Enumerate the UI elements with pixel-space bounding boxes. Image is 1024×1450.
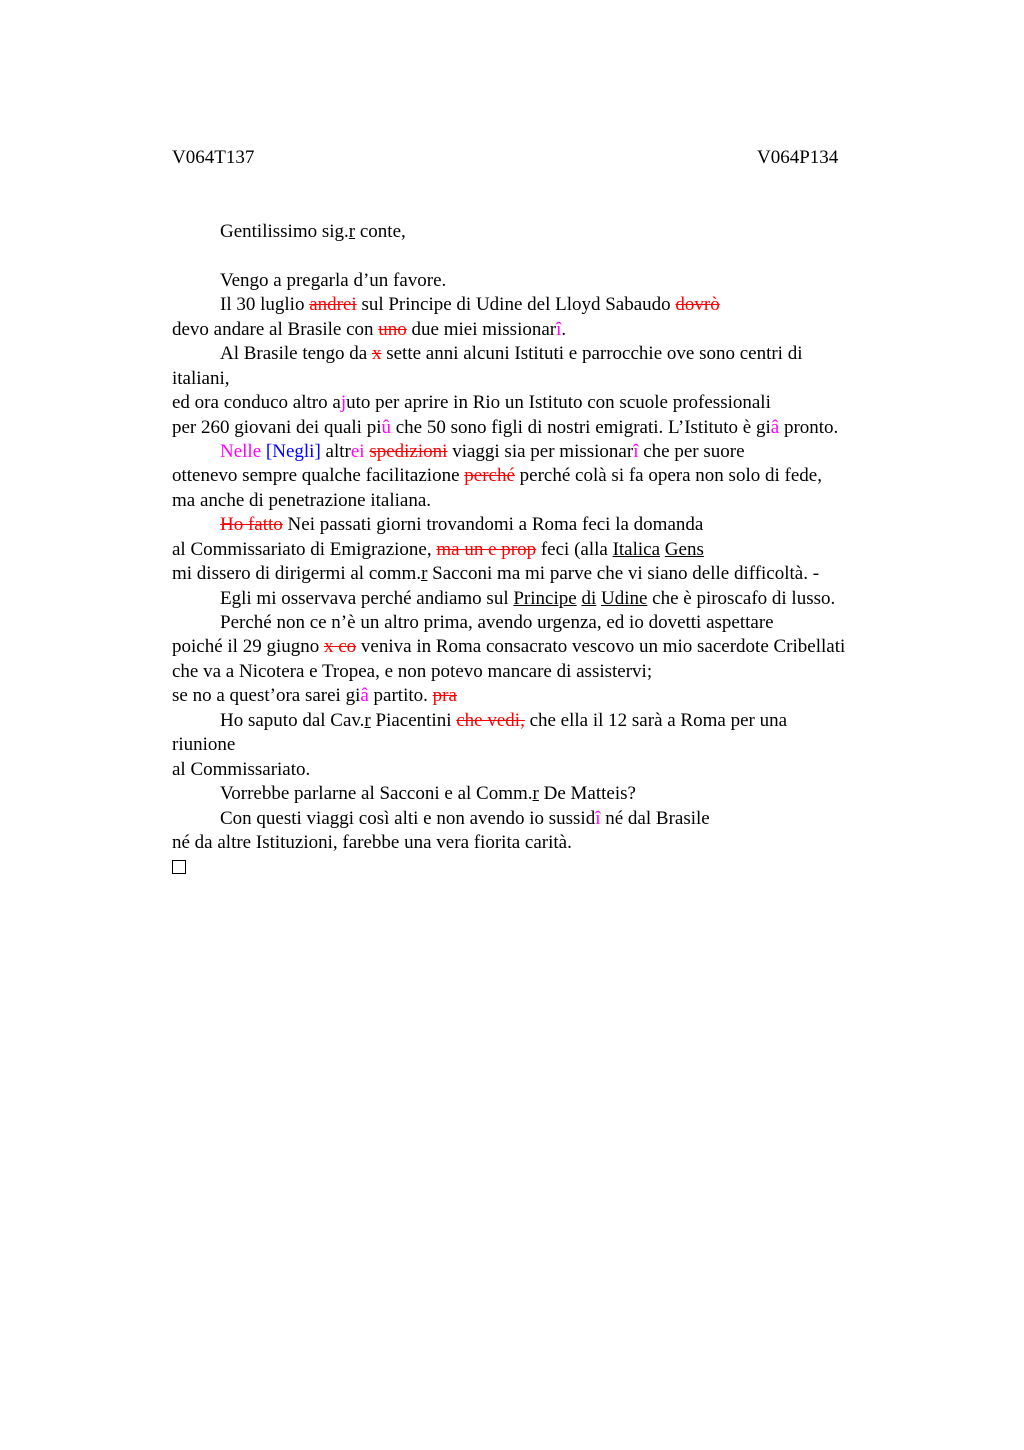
abbrev-superscript: r <box>348 221 356 242</box>
text-span: che è piroscafo di lusso. <box>647 587 836 609</box>
text-span: conte, <box>355 221 406 242</box>
letter-line <box>172 293 912 317</box>
text-span: Vorrebbe parlarne al Sacconi e al Comm. <box>220 783 533 805</box>
letter-line <box>172 538 912 562</box>
text-span: al Commissariato. <box>172 758 311 780</box>
deleted-text: uno <box>378 318 407 340</box>
text-span: per 260 giovani dei quali pi <box>172 416 382 438</box>
deleted-text: andrei <box>309 294 357 316</box>
text-span: al Commissariato di Emigrazione, <box>172 538 437 560</box>
text-span: che ella il 12 sarà a Roma per una <box>524 709 788 731</box>
text-span: veniva in Roma consacrato vescovo un mio sacerdote Cribellati <box>356 636 846 658</box>
text-span: perché colà si fa opera non solo di fede, <box>514 465 822 487</box>
corrected-char: î <box>595 807 601 829</box>
text-span: poiché il 29 giugno <box>172 636 324 658</box>
text-span: uto per aprire in Rio un Istituto con scuole professionali <box>346 392 771 414</box>
document-code-right: V064P134 <box>757 147 839 168</box>
letter-line <box>172 562 912 586</box>
abbrev-superscript: r <box>364 709 371 731</box>
underlined-text: Principe <box>513 587 577 609</box>
document-code-left: V064T137 <box>172 147 255 168</box>
text-span: Gentilissimo sig. <box>220 221 349 242</box>
underlined-text: Gens <box>664 538 704 560</box>
text-span: De Matteis? <box>538 783 636 805</box>
corrected-char: â <box>770 416 780 438</box>
text-span: italiani, <box>172 367 230 389</box>
underlined-text: Udine <box>600 587 648 609</box>
deleted-text: ma un e prop <box>436 538 537 560</box>
text-span: Ho saputo dal Cav. <box>220 709 365 731</box>
letter-line <box>172 489 912 513</box>
deleted-text: x co <box>323 636 357 658</box>
letter-line <box>172 391 912 415</box>
deleted-text: che vedi, <box>456 709 525 731</box>
letter-line <box>172 831 912 855</box>
deleted-text: spedizioni <box>369 440 448 462</box>
abbrev-superscript: r <box>532 783 539 805</box>
text-span: . <box>561 318 567 340</box>
letter-line <box>172 782 912 806</box>
letter-line <box>172 635 912 659</box>
deleted-text: dovrò <box>675 294 720 316</box>
text-span: Nei passati giorni trovandomi a Roma feci la domanda <box>282 514 704 536</box>
corrected-char: î <box>556 318 562 340</box>
letter-line <box>172 513 912 537</box>
text-span: Al Brasile tengo da <box>220 343 372 365</box>
letter-line <box>172 367 912 391</box>
end-box-icon <box>172 860 186 874</box>
text-span: che va a Nicotera e Tropea, e non potevo mancare di assistervi; <box>172 660 653 682</box>
text-span: che 50 sono figli di nostri emigrati. L’Istituto è gi <box>390 416 771 438</box>
text-span: partito. <box>368 685 433 707</box>
corrected-char: â <box>360 685 369 707</box>
text-span: altr <box>320 440 351 462</box>
letter-line <box>172 611 912 635</box>
letter-line <box>172 440 912 464</box>
text-span: Piacentini <box>370 709 457 731</box>
corrected-char: j <box>340 392 347 414</box>
abbrev-superscript: r <box>421 563 428 585</box>
letter-line <box>172 416 912 440</box>
text-span: ed ora conduco altro a <box>172 392 341 414</box>
text-span: che per suore <box>638 440 745 462</box>
letter-line <box>172 733 912 757</box>
text-span: riunione <box>172 734 236 756</box>
text-span: viaggi sia per missionar <box>447 440 634 462</box>
deleted-text: pra <box>432 685 457 707</box>
letter-line <box>172 807 912 831</box>
letter-line <box>172 269 912 293</box>
text-span: Perché non ce n’è un altro prima, avendo urgenza, ed io dovetti aspettare <box>220 612 774 633</box>
corrected-word: Nelle <box>220 440 262 462</box>
text-span: feci (alla <box>536 538 613 560</box>
underlined-text: Italica <box>612 538 661 560</box>
letter-line <box>172 660 912 684</box>
text-span: sul Principe di Udine del Lloyd Sabaudo <box>356 294 676 316</box>
text-span: Sacconi ma mi parve che vi siano delle difficoltà. - <box>427 563 820 585</box>
text-span: Vengo a pregarla d’un favore. <box>220 269 447 291</box>
deleted-text: Ho fatto <box>220 514 283 536</box>
text-span: pronto. <box>779 416 839 438</box>
letter-line <box>172 587 912 611</box>
text-span: Con questi viaggi così alti e non avendo io sussid <box>220 807 596 829</box>
letter-line <box>172 709 912 733</box>
text-span: Egli mi osservava perché andiamo sul <box>220 587 514 609</box>
text-span: né da altre Istituzioni, farebbe una vera fiorita carità. <box>172 831 572 853</box>
editor-note: [Negli] <box>265 440 321 462</box>
text-span: sette anni alcuni Istituti e parrocchie ove sono centri di <box>381 343 803 365</box>
text-span: ma anche di penetrazione italiana. <box>172 489 432 511</box>
deleted-text: x <box>371 343 382 365</box>
text-span: se no a quest’ora sarei gi <box>172 685 361 707</box>
letter-line <box>172 318 912 342</box>
text-span: ottenevo sempre qualche facilitazione <box>172 465 465 487</box>
corrected-char: û <box>381 416 391 438</box>
text-span: due miei missionar <box>406 318 557 340</box>
corrected-char: î <box>633 440 639 462</box>
letter-line <box>172 464 912 488</box>
text-span: devo andare al Brasile con <box>172 318 379 340</box>
letter-line <box>172 342 912 366</box>
text-span: Il 30 luglio <box>220 294 310 316</box>
underlined-text: di <box>581 587 597 609</box>
letter-line <box>172 758 912 782</box>
text-span: né dal Brasile <box>600 807 710 829</box>
letter-line <box>172 684 912 708</box>
end-mark-line <box>172 855 912 879</box>
corrected-char: ei <box>350 440 365 462</box>
text-span: mi dissero di dirigermi al comm. <box>172 563 422 585</box>
letter-body <box>172 220 912 880</box>
salutation-line <box>172 220 912 244</box>
blank-line <box>172 244 912 268</box>
deleted-text: perché <box>464 465 515 487</box>
